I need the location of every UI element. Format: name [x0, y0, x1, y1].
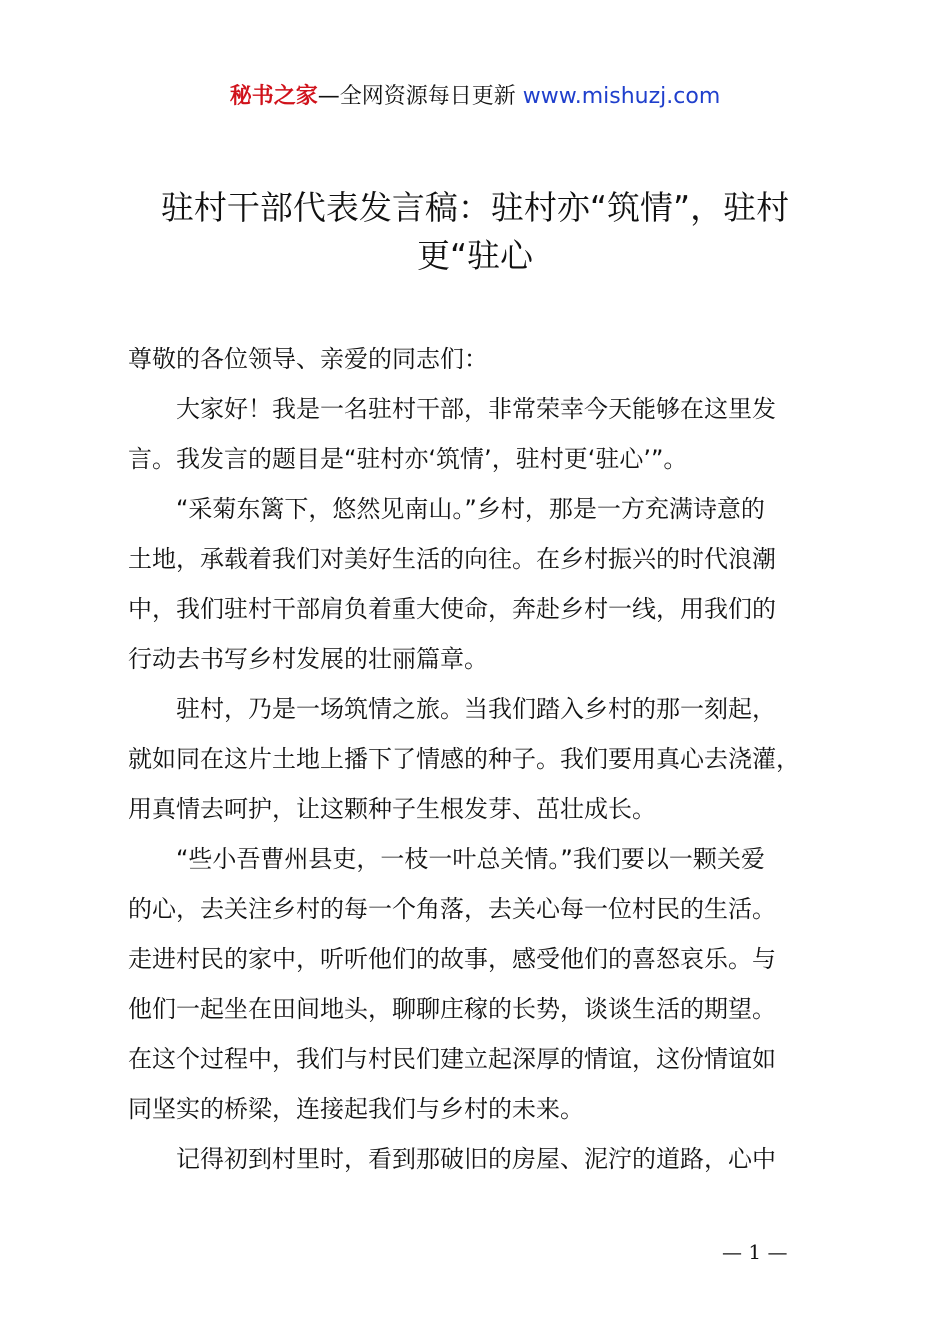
body-line: “些小吾曹州县吏，一枝一叶总关情。”我们要以一颗关爱: [176, 845, 765, 873]
body-line: 土地，承载着我们对美好生活的向往。在乡村振兴的时代浪潮: [128, 545, 776, 573]
body-line: 大家好！我是一名驻村干部，非常荣幸今天能够在这里发: [176, 395, 776, 423]
body-line: 驻村，乃是一场筑情之旅。当我们踏入乡村的那一刻起，: [176, 695, 776, 723]
body-line: 中，我们驻村干部肩负着重大使命，奔赴乡村一线，用我们的: [128, 595, 776, 623]
site-brand: 秘书之家: [229, 84, 318, 109]
site-tagline: —全网资源每日更新: [317, 84, 523, 109]
body-line: 他们一起坐在田间地头，聊聊庄稼的长势，谈谈生活的期望。: [128, 995, 776, 1023]
body-line: 同坚实的桥梁，连接起我们与乡村的未来。: [128, 1095, 584, 1123]
body-line: 的心，去关注乡村的每一个角落，去关心每一位村民的生活。: [128, 895, 776, 923]
body-line: 走进村民的家中，听听他们的故事，感受他们的喜怒哀乐。与: [128, 945, 776, 973]
body-line: 记得初到村里时，看到那破旧的房屋、泥泞的道路，心中: [176, 1145, 776, 1173]
site-header: [0, 82, 950, 112]
document-title: [100, 184, 850, 280]
body-line: 用真情去呵护，让这颗种子生根发芽、茁壮成长。: [128, 795, 656, 823]
body-line: 就如同在这片土地上播下了情感的种子。我们要用真心去浇灌，: [128, 745, 800, 773]
document-body: [128, 334, 832, 1184]
site-url-link[interactable]: www.mishuzj.com: [522, 84, 721, 109]
body-line: “采菊东篱下，悠然见南山。”乡村，那是一方充满诗意的: [176, 495, 765, 523]
title-line-1: 驻村干部代表发言稿：驻村亦“筑情”，驻村: [160, 188, 790, 227]
body-line: 在这个过程中，我们与村民们建立起深厚的情谊，这份情谊如: [128, 1045, 776, 1073]
body-line: 行动去书写乡村发展的壮丽篇章。: [128, 645, 488, 673]
title-line-2: 更“驻心: [416, 236, 534, 275]
body-line: 言。我发言的题目是“驻村亦‘筑情’，驻村更‘驻心’”。: [128, 445, 688, 473]
salutation: 尊敬的各位领导、亲爱的同志们：: [128, 345, 488, 373]
page-number: — 1 —: [722, 1240, 788, 1264]
